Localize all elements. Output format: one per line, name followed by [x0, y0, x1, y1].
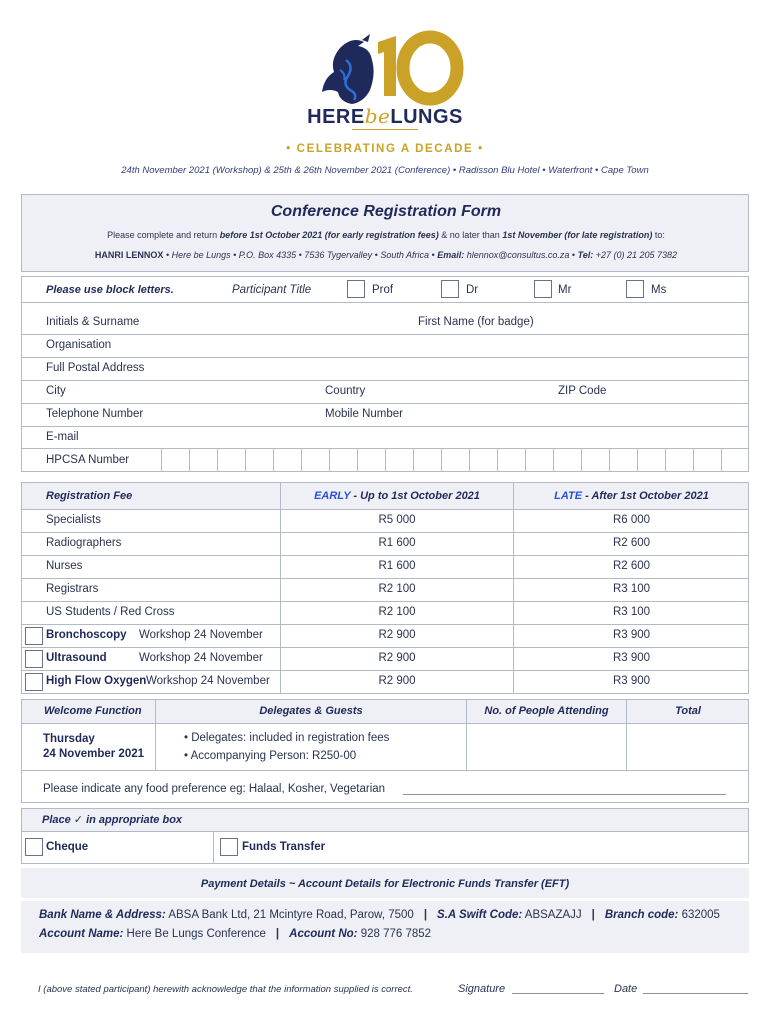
workshop-late: R3 900 [612, 629, 651, 641]
workshop-desc: Workshop 24 November [146, 675, 270, 687]
tel-label: Tel: [577, 250, 594, 260]
form-title: Conference Registration Form [270, 203, 502, 220]
instr-a: Please complete and return [107, 230, 220, 240]
contact-line [22, 250, 750, 260]
form-header-box [21, 194, 749, 272]
signature-line[interactable] [512, 993, 604, 994]
block-letters-note: Please use block letters. [46, 284, 174, 296]
account-no-value: 928 776 7852 [357, 928, 432, 940]
bank-details-box [21, 901, 749, 953]
cheque-checkbox[interactable] [25, 838, 43, 856]
title-dr-checkbox[interactable] [441, 280, 459, 298]
account-name-label: Account Name: [39, 928, 124, 940]
food-preference-input[interactable] [403, 794, 726, 795]
herebelungs-logo [300, 30, 470, 135]
instr-e: to: [652, 230, 665, 240]
brand-part-lungs: LUNGS [390, 106, 463, 128]
contact-tel: +27 (0) 21 205 7382 [593, 250, 678, 260]
brand-part-be: be [364, 104, 391, 128]
cheque-label: Cheque [46, 841, 89, 853]
workshop-name: Bronchoscopy [46, 629, 127, 641]
contact-name: HANRI LENNOX [94, 250, 164, 260]
instructions [22, 230, 750, 240]
title-prof-label: Prof [372, 284, 394, 296]
early-word: EARLY [314, 490, 351, 502]
fee-row-early: R2 100 [378, 583, 416, 595]
high-flow-oxygen-checkbox[interactable] [25, 673, 43, 691]
title-mr-checkbox[interactable] [534, 280, 552, 298]
telephone-field[interactable]: Telephone Number [46, 408, 144, 420]
contact-address: • Here be Lungs • P.O. Box 4335 • 7536 Tygervalley • South Africa • [163, 250, 438, 260]
workshop-late: R3 900 [612, 675, 651, 687]
food-preference-label: Please indicate any food preference eg: Halaal, Kosher, Vegetarian [43, 783, 386, 795]
instr-b: before 1st October 2021 (for early registration fees) [219, 230, 439, 240]
event-details: 24th November 2021 (Workshop) & 25th & 26th November 2021 (Conference) • Radisson Blu Hotel • Waterfront • Cape Town [121, 165, 649, 176]
late-header [514, 490, 749, 502]
fee-row-late: R2 600 [612, 560, 651, 572]
mobile-field[interactable]: Mobile Number [325, 408, 403, 420]
welcome-header: Welcome Function [44, 705, 142, 717]
fee-row-early: R2 100 [378, 606, 416, 618]
swift-value: ABSAZAJJ [522, 909, 582, 921]
workshop-late: R3 900 [612, 652, 651, 664]
late-rest: - After 1st October 2021 [582, 490, 709, 502]
bank-line-2 [39, 928, 431, 940]
bronchoscopy-checkbox[interactable] [25, 627, 43, 645]
title-ms-label: Ms [651, 284, 667, 296]
workshop-early: R2 900 [378, 675, 416, 687]
fee-row-name: US Students / Red Cross [46, 606, 175, 618]
brand-part-here: HERE [307, 106, 365, 128]
fee-row-early: R1 600 [378, 560, 416, 572]
hpcsa-number-cells[interactable] [161, 448, 749, 472]
tagline: • CELEBRATING A DECADE • [286, 143, 484, 155]
fee-row-late: R3 100 [612, 606, 651, 618]
separator: | [423, 909, 428, 921]
place-tick-note: Place ✓ in appropriate box [42, 814, 183, 826]
logo-underline [352, 129, 418, 130]
fee-row-late: R6 000 [612, 514, 651, 526]
participant-section [21, 276, 749, 472]
swift-label: S.A Swift Code: [437, 909, 523, 921]
delegates-header: Delegates & Guests [259, 705, 363, 717]
fee-row-name: Radiographers [46, 537, 122, 549]
email-field[interactable]: E-mail [46, 431, 79, 443]
accompanying-item: • Accompanying Person: R250-00 [184, 750, 357, 762]
title-ms-checkbox[interactable] [626, 280, 644, 298]
instr-d: 1st November (for late registration) [502, 230, 653, 240]
fee-row-early: R1 600 [378, 537, 416, 549]
fee-header: Registration Fee [46, 490, 133, 502]
early-header [281, 490, 513, 502]
fee-row-name: Registrars [46, 583, 99, 595]
workshop-early: R2 900 [378, 652, 416, 664]
payment-details-title: Payment Details ~ Account Details for Electronic Funds Transfer (EFT) [200, 878, 570, 890]
email-label: Email: [437, 250, 465, 260]
bank-line-1 [39, 909, 720, 921]
title-mr-label: Mr [558, 284, 572, 296]
late-word: LATE [554, 490, 583, 502]
ultrasound-checkbox[interactable] [25, 650, 43, 668]
early-rest: - Up to 1st October 2021 [350, 490, 480, 502]
zip-code-field[interactable]: ZIP Code [558, 385, 607, 397]
first-name-field[interactable]: First Name (for badge) [418, 316, 534, 328]
brand-wordmark [300, 104, 470, 129]
workshop-desc: Workshop 24 November [139, 629, 263, 641]
branch-label: Branch code: [604, 909, 679, 921]
payment-details-header [21, 868, 749, 898]
date-line[interactable] [643, 993, 748, 994]
workshop-name: High Flow Oxygen [46, 675, 147, 687]
fee-row-late: R2 600 [612, 537, 651, 549]
tel-sep: • [569, 250, 578, 260]
separator: | [275, 928, 280, 940]
city-field[interactable]: City [46, 385, 66, 397]
fee-row-early: R5 000 [378, 514, 416, 526]
title-prof-checkbox[interactable] [347, 280, 365, 298]
title-dr-label: Dr [466, 284, 479, 296]
contact-email: hlennox@consultus.co.za [464, 250, 570, 260]
total-header: Total [675, 705, 701, 717]
funds-transfer-label: Funds Transfer [242, 841, 326, 853]
fee-row-name: Nurses [46, 560, 83, 572]
organisation-field[interactable]: Organisation [46, 339, 112, 351]
workshop-early: R2 900 [378, 629, 416, 641]
country-field[interactable]: Country [325, 385, 366, 397]
welcome-day: Thursday [43, 733, 95, 745]
bank-value: ABSA Bank Ltd, 21 Mcintyre Road, Parow, 7500 [165, 909, 414, 921]
fee-row-name: Specialists [46, 514, 101, 526]
bank-label: Bank Name & Address: [39, 909, 166, 921]
welcome-date: 24 November 2021 [43, 748, 145, 760]
date-label: Date [614, 983, 638, 995]
initials-surname-field[interactable]: Initials & Surname [46, 316, 140, 328]
account-name-value: Here Be Lungs Conference [123, 928, 266, 940]
attending-header: No. of People Attending [484, 705, 609, 717]
signature-label: Signature [458, 983, 506, 995]
acknowledgement: I (above stated participant) herewith acknowledge that the information supplied is correct. [38, 984, 413, 995]
postal-address-field[interactable]: Full Postal Address [46, 362, 145, 374]
instr-c: & no later than [438, 230, 503, 240]
separator: | [591, 909, 595, 921]
branch-value: 632005 [678, 909, 720, 921]
fee-row-late: R3 100 [612, 583, 651, 595]
funds-transfer-checkbox[interactable] [220, 838, 238, 856]
participant-title-label: Participant Title [232, 284, 312, 296]
total-field[interactable] [627, 724, 749, 770]
account-no-label: Account No: [289, 928, 358, 940]
people-attending-field[interactable] [467, 724, 626, 770]
workshop-desc: Workshop 24 November [139, 652, 263, 664]
hpcsa-label: HPCSA Number [46, 454, 130, 466]
workshop-name: Ultrasound [46, 652, 107, 664]
delegates-item: • Delegates: included in registration fees [184, 732, 390, 744]
